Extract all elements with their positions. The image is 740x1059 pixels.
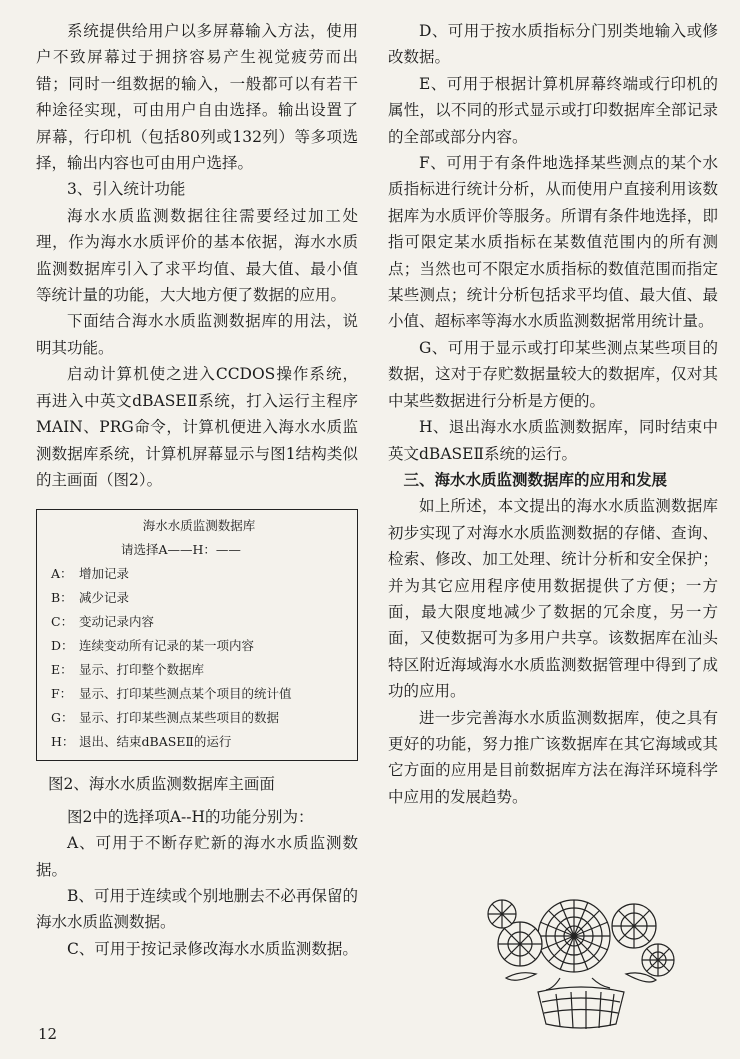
menu-key: B： <box>51 590 73 606</box>
paragraph-future-development: 进一步完善海水水质监测数据库，使之具有更好的功能，努力推广该数据库在其它海域或其它方面的应用是目前数据库方法在海洋环境科学中应用的发展趋势。 <box>388 708 718 806</box>
left-column <box>36 18 358 962</box>
menu-item-label: 显示、打印整个数据库 <box>79 662 205 678</box>
paragraph-option-f: F、可用于有条件地选择某些测点的某个水质指标进行统计分析，从而使用户直接利用该数据库为水质评价等服务。所谓有条件地选择，即指可限定某水质指标在某数值范围内的所有测点；当然也可不限定水质指标的数值范围而指定某些测点；统计分析包括求平均值、最大值、最小值、超标率等海水水质监测数据常用统计量。 <box>388 154 718 331</box>
paragraph-option-g: G、可用于显示或打印某些测点某些项目的数据，这对于存贮数据量较大的数据库，仅对其中某些数据进行分析是方便的。 <box>388 338 718 410</box>
menu-item-label: 退出、结束dBASEⅡ的运行 <box>79 734 232 750</box>
menu-key: D： <box>51 638 74 654</box>
menu-key: C： <box>51 614 74 630</box>
page-number: 12 <box>38 1025 58 1043</box>
paragraph-option-e: E、可用于根据计算机屏幕终端或行印机的属性，以不同的形式显示或打印数据库全部记录的全部或部分内容。 <box>388 74 718 146</box>
figure-caption: 图2、海水水质监测数据库主画面 <box>48 775 275 794</box>
menu-item-label: 显示、打印某些测点某个项目的统计值 <box>79 686 292 702</box>
paragraph-option-a: A、可用于不断存贮新的海水水质监测数据。 <box>36 834 358 879</box>
subsection-heading-statistics: 3、引入统计功能 <box>67 180 186 199</box>
menu-key: E： <box>51 662 73 678</box>
menu-key: A： <box>51 566 73 582</box>
menu-prompt: 请选择A——H：—— <box>121 542 241 558</box>
menu-key: H： <box>51 734 75 750</box>
paragraph-option-d: D、可用于按水质指标分门别类地输入或修改数据。 <box>388 22 718 67</box>
menu-item-g <box>51 706 347 730</box>
menu-item-h <box>51 730 347 754</box>
menu-title: 海水水质监测数据库 <box>142 518 256 534</box>
menu-item-label: 减少记录 <box>79 590 130 606</box>
menu-item-f <box>51 682 347 706</box>
paragraph-option-h: H、退出海水水质监测数据库，同时结束中英文dBASEⅡ系统的运行。 <box>388 418 718 463</box>
menu-item-a <box>51 562 347 586</box>
paragraph-option-b: B、可用于连续或个别地删去不必再保留的海水水质监测数据。 <box>36 886 358 932</box>
paragraph-applications: 如上所述，本文提出的海水水质监测数据库初步实现了对海水水质监测数据的存储、查询、检索、修改、加工处理、统计分析和安全保护；并为其它应用程序使用数据提供了方便；一方面，最大限度地减少了数据的冗余度，另一方面，又使数据可为多用户共享。该数据库在汕头特区附近海域海水水质监测数据管理中得到了成功的应用。 <box>388 497 718 701</box>
menu-item-label: 连续变动所有记录的某一项内容 <box>79 638 255 654</box>
paragraph-startup: 启动计算机使之进入CCDOS操作系统，再进入中英文dBASEⅡ系统，打入运行主程序MAIN、PRG命令，计算机便进入海水水质监测数据库系统，计算机屏幕显示与图1结构类似的主画面（图2）。 <box>36 365 358 489</box>
menu-item-label: 变动记录内容 <box>79 614 155 630</box>
menu-item-label: 显示、打印某些测点某些项目的数据 <box>79 710 280 726</box>
paragraph-usage-intro: 下面结合海水水质监测数据库的用法，说明其功能。 <box>36 312 358 357</box>
menu-item-label: 增加记录 <box>79 566 130 582</box>
menu-item-e <box>51 658 347 682</box>
main-menu-figure <box>36 509 358 761</box>
paragraph-statistics: 海水水质监测数据往往需要经过加工处理，作为海水水质评价的基本依据，海水水质监测数据库引入了求平均值、最大值、最小值等统计量的功能，大大地方便了数据的应用。 <box>36 206 358 305</box>
section-heading-applications: 三、海水水质监测数据库的应用和发展 <box>403 469 668 489</box>
paragraph-option-c: C、可用于按记录修改海水水质监测数据。 <box>67 939 358 958</box>
flower-basket-icon <box>476 874 686 1034</box>
menu-item-d <box>51 634 347 658</box>
menu-item-b <box>51 586 347 610</box>
paragraph-output-options: 系统提供给用户以多屏幕输入方法，使用户不致屏幕过于拥挤容易产生视觉疲劳而出错；同时一组数据的输入，一般都可以有若干种途径实现，可由用户自由选择。输出设置了屏幕，行印机（包括80列或132列）等多项选择，输出内容也可由用户选择。 <box>36 22 358 173</box>
menu-item-c <box>51 610 347 634</box>
right-column <box>388 18 718 810</box>
menu-key: F： <box>51 686 73 702</box>
paragraph-options-intro: 图2中的选择项A--H的功能分别为： <box>67 807 314 826</box>
menu-key: G： <box>51 710 74 726</box>
